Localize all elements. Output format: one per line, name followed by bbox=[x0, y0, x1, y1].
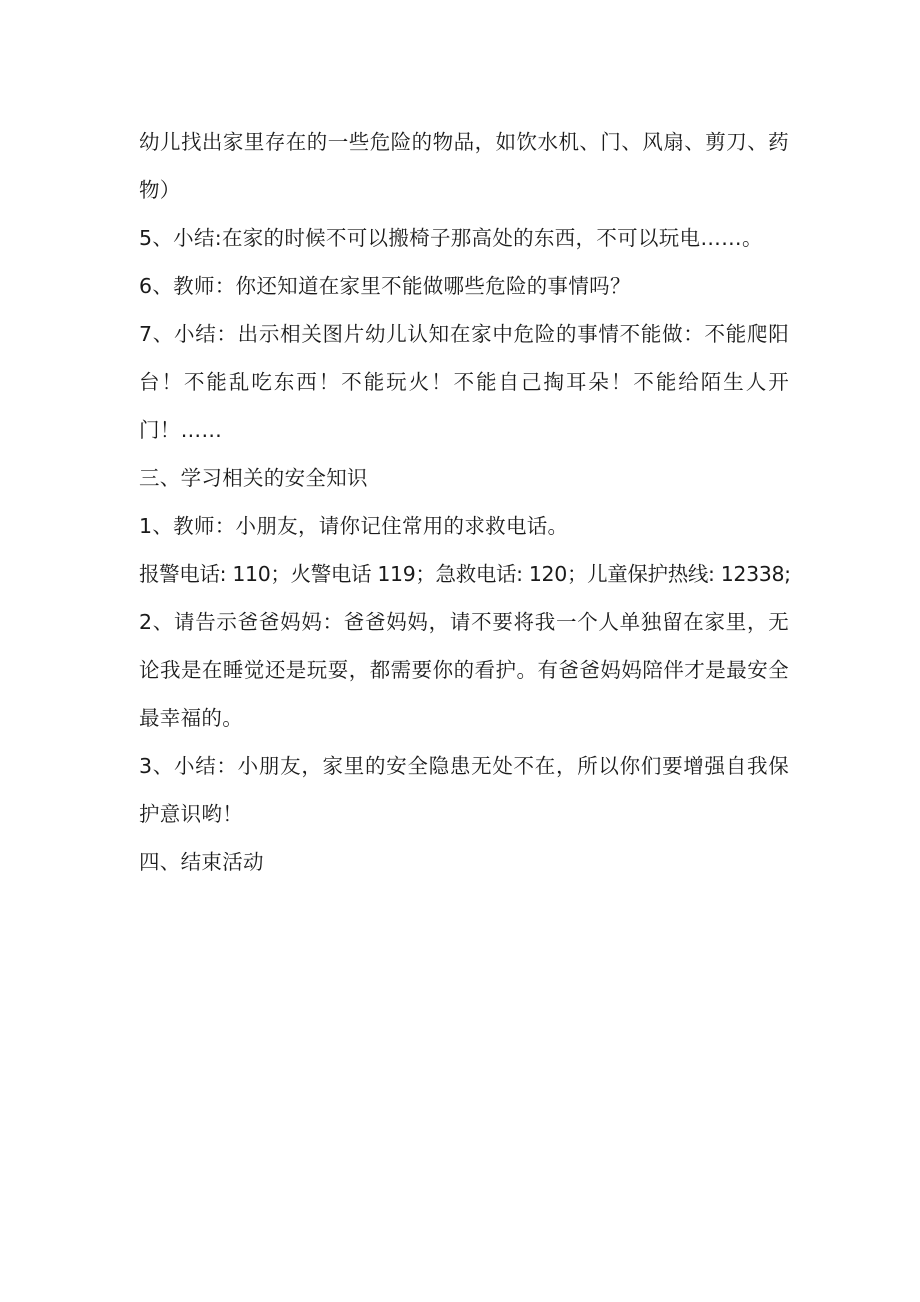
paragraph-teacher-question-6: 6、教师：你还知道在家里不能做哪些危险的事情吗？ bbox=[139, 274, 631, 298]
paragraph-summary-7: 7、小结：出示相关图片幼儿认知在家中危险的事情不能做：不能爬阳台！不能乱吃东西！不能玩火！不能自己掏耳朵！不能给陌生人开门！…… bbox=[139, 322, 789, 442]
paragraph-summary-3: 3、小结：小朋友，家里的安全隐患无处不在，所以你们要增强自我保护意识哟！ bbox=[139, 754, 789, 826]
paragraph-emergency-phone-list: 报警电话: 110；火警电话 119；急救电话: 120；儿童保护热线: 12338; bbox=[139, 562, 791, 586]
paragraph-teacher-emergency-numbers: 1、教师：小朋友，请你记住常用的求救电话。 bbox=[139, 514, 569, 538]
paragraph-tell-parents: 2、请告示爸爸妈妈：爸爸妈妈，请不要将我一个人单独留在家里，无论我是在睡觉还是玩耍，都需要你的看护。有爸爸妈妈陪伴才是最安全最幸福的。 bbox=[139, 610, 789, 730]
section-heading-safety-knowledge: 三、学习相关的安全知识 bbox=[139, 466, 368, 490]
paragraph-dangerous-items: 幼儿找出家里存在的一些危险的物品，如饮水机、门、风扇、剪刀、药物） bbox=[139, 130, 789, 202]
document-body bbox=[139, 118, 789, 886]
section-heading-end-activity: 四、结束活动 bbox=[139, 850, 264, 874]
paragraph-summary-5: 5、小结:在家的时候不可以搬椅子那高处的东西，不可以玩电……。 bbox=[139, 226, 763, 250]
